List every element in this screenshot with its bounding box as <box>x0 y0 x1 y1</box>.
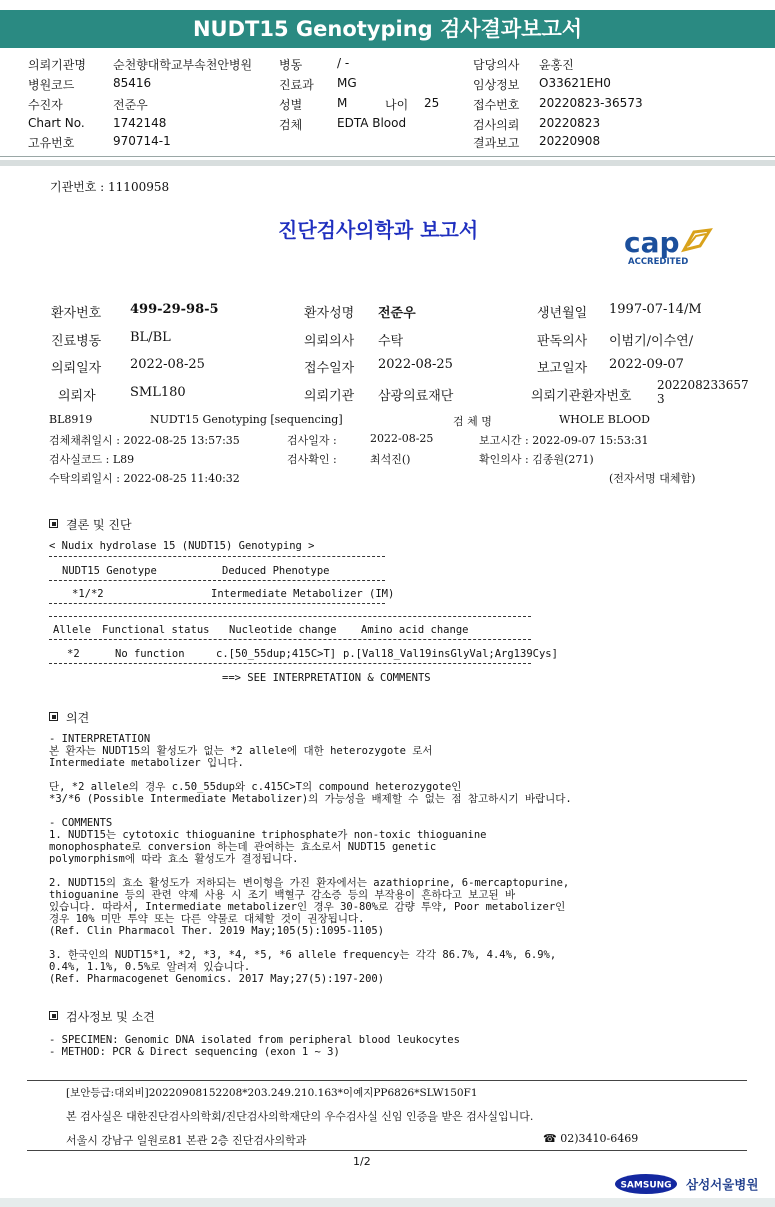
value-patient: 전준우 <box>113 98 148 112</box>
rule <box>49 556 385 557</box>
see-interpretation-note: ==> SEE INTERPRETATION & COMMENTS <box>222 672 431 684</box>
value-ward: / - <box>337 56 350 70</box>
label-receipt-no: 접수번호 <box>473 98 520 112</box>
value-patient-number: 499-29-98-5 <box>130 302 219 317</box>
value-report-date: 2022-09-07 <box>609 357 684 372</box>
label-patient: 수진자 <box>28 98 63 112</box>
label-requesting-institution: 의뢰기관명 <box>28 58 86 72</box>
spacer <box>49 769 572 781</box>
value-specimen-name: WHOLE BLOOD <box>559 413 650 426</box>
report-time: 보고시간 : 2022-09-07 15:53:31 <box>479 434 649 447</box>
opinion-line: *3/*6 (Possible Intermediate Metabolizer)의 가능성을 배제할 수 없는 점 참고하시기 바랍니다. <box>49 793 572 805</box>
col-allele: Allele <box>53 624 91 636</box>
opinion-line: 1. NUDT15는 cytotoxic thioguanine triphosphate가 non-toxic thioguanine <box>49 829 487 841</box>
label-specimen: 검체 <box>279 118 303 132</box>
opinion-line: Intermediate metabolizer 입니다. <box>49 757 244 769</box>
hospital-name: 삼성서울병원 <box>686 1177 759 1192</box>
value-birthdate: 1997-07-14/M <box>609 302 702 317</box>
certification-text: 본 검사실은 대한진단검사의학회/진단검사의학재단의 우수검사실 신임 인증을 받은 검사실입니다. <box>66 1110 534 1123</box>
opinion-line: 있습니다. 따라서, Intermediate metabolizer인 경우 30-80%로 감량 투약, Poor metabolizer인 <box>49 901 566 913</box>
report-title-bar: NUDT15 Genotyping 검사결과보고서 <box>0 10 775 48</box>
opinion-text <box>49 733 572 985</box>
value-age: 25 <box>424 96 440 110</box>
label-institution-patient-no: 의뢰기관환자번호 <box>531 389 632 404</box>
value-allele: *2 <box>67 648 80 660</box>
samsung-logo-text: SAMSUNG <box>620 1180 672 1191</box>
label-receipt-date: 접수일자 <box>304 361 355 376</box>
label-requesting-doctor: 의뢰의사 <box>304 334 355 349</box>
label-test-confirm: 검사확인 : <box>287 453 337 466</box>
value-requesting-institution: 순천향대학교부속천안병원 <box>113 58 253 72</box>
value-test-date: 2022-08-25 <box>370 432 434 445</box>
cap-accredited-logo <box>622 222 722 270</box>
cap-logo-text: cap <box>624 226 680 259</box>
label-age: 나이 <box>385 98 409 112</box>
value-functional-status: No function <box>115 648 185 660</box>
value-test-confirm: 최석진() <box>370 453 411 466</box>
label-test-request: 검사의뢰 <box>473 118 520 132</box>
value-requester: SML180 <box>130 385 186 400</box>
value-test-request: 20220823 <box>539 116 601 130</box>
value-chart-no: 1742148 <box>113 116 167 130</box>
rule <box>49 580 385 581</box>
lab-code: 검사실코드 : L89 <box>49 453 135 466</box>
footer-divider-bottom <box>27 1150 747 1151</box>
label-specimen-name: 검 체 명 <box>453 415 492 428</box>
rule <box>49 616 531 617</box>
report-subtitle: 진단검사의학과 보고서 <box>278 218 479 242</box>
bottom-band <box>0 1198 775 1207</box>
value-doctor: 윤홍진 <box>539 58 574 72</box>
label-result-report: 결과보고 <box>473 136 520 150</box>
value-institution-patient-no-suffix: 3 <box>657 392 665 406</box>
value-patient-name: 전준우 <box>378 306 416 321</box>
spacer <box>49 805 572 817</box>
value-institution-patient-no: 202208233657 <box>657 378 749 392</box>
col-nucleotide-change: Nucleotide change <box>229 624 337 636</box>
institution-number: 기관번호 : 11100958 <box>50 180 170 194</box>
label-sex: 성별 <box>279 98 303 112</box>
opinion-line: - COMMENTS <box>49 817 113 829</box>
opinion-line: (Ref. Pharmacogenet Genomics. 2017 May;27(5):197-200) <box>49 973 385 985</box>
header-shadow <box>0 160 775 166</box>
opinion-line: 경우 10% 미만 투약 또는 다른 약물로 대체할 것이 권장됩니다. <box>49 913 365 925</box>
value-ward-room: BL/BL <box>130 330 171 345</box>
col-amino-acid-change: Amino acid change <box>361 624 469 636</box>
label-clinical-info: 임상정보 <box>473 78 520 92</box>
label-ward-room: 진료병동 <box>51 334 102 349</box>
label-test-date: 검사일자 : <box>287 434 337 447</box>
label-ward: 병동 <box>279 58 303 72</box>
result-section-label: 결론 및 진단 <box>66 518 132 532</box>
col-phenotype: Deduced Phenotype <box>222 565 330 577</box>
opinion-section-title <box>49 709 89 726</box>
label-patient-number: 환자번호 <box>51 306 102 321</box>
opinion-section-label: 의견 <box>66 711 90 725</box>
value-request-institution: 삼광의료재단 <box>378 389 454 404</box>
footer-divider <box>27 1080 747 1081</box>
col-genotype: NUDT15 Genotype <box>62 565 157 577</box>
label-chart-no: Chart No. <box>28 116 85 130</box>
label-request-institution: 의뢰기관 <box>304 389 355 404</box>
cap-logo-sub: ACCREDITED <box>628 257 689 267</box>
opinion-line: 0.4%, 1.1%, 0.5%로 알려져 있습니다. <box>49 961 251 973</box>
opinion-line: 2. NUDT15의 효소 활성도가 저하되는 변이형을 가진 환자에서는 azathioprine, 6-mercaptopurine, <box>49 877 570 889</box>
header-divider <box>0 156 775 157</box>
value-nucleotide-change: c.[50_55dup;415C>T] <box>216 648 337 660</box>
opinion-line: (Ref. Clin Pharmacol Ther. 2019 May;105(5):1095-1105) <box>49 925 385 937</box>
test-info-section-title <box>49 1008 155 1025</box>
test-name: NUDT15 Genotyping [sequencing] <box>150 413 343 426</box>
security-line: [보안등급:대외비]20220908152208*203.249.210.163*이예지PP6826*SLW150F1 <box>66 1087 478 1099</box>
label-unique-no: 고유번호 <box>28 136 75 150</box>
lab-address: 서울시 강남구 일원로81 본관 2층 진단검사의학과 <box>66 1134 307 1147</box>
value-specimen: EDTA Blood <box>337 116 407 130</box>
rule <box>49 639 531 640</box>
value-result-report: 20220908 <box>539 134 601 148</box>
value-clinical-info: O33621EH0 <box>539 76 611 90</box>
value-receipt-no: 20220823-36573 <box>539 96 643 110</box>
confirming-doctor: 확인의사 : 김종원(271) <box>479 453 594 466</box>
value-amino-acid-change: p.[Val18_Val19insGlyVal;Arg139Cys] <box>343 648 558 660</box>
value-genotype: *1/*2 <box>72 588 104 600</box>
test-code: BL8919 <box>49 413 93 426</box>
consignment-request-time: 수탁의뢰일시 : 2022-08-25 11:40:32 <box>49 472 240 485</box>
value-unique-no: 970714-1 <box>113 134 171 148</box>
opinion-line: 본 환자는 NUDT15의 활성도가 없는 *2 allele에 대한 heterozygote 로서 <box>49 745 433 757</box>
value-hospital-code: 85416 <box>113 76 152 90</box>
label-birthdate: 생년월일 <box>537 306 588 321</box>
method-line: - METHOD: PCR & Direct sequencing (exon 1 ~ 3) <box>49 1046 340 1058</box>
opinion-line: 단, *2 allele의 경우 c.50_55dup와 c.415C>T의 compound heterozygote인 <box>49 781 462 793</box>
col-functional-status: Functional status <box>102 624 210 636</box>
lab-phone: ☎ 02)3410-6469 <box>543 1132 639 1145</box>
spacer <box>49 937 572 949</box>
label-hospital-code: 병원코드 <box>28 78 75 92</box>
label-reading-doctor: 판독의사 <box>537 334 588 349</box>
label-request-date: 의뢰일자 <box>51 361 102 376</box>
page-number: 1/2 <box>353 1155 371 1168</box>
result-section-title <box>49 516 132 533</box>
value-request-date: 2022-08-25 <box>130 357 205 372</box>
label-patient-name: 환자성명 <box>304 306 355 321</box>
label-doctor: 담당의사 <box>473 58 520 72</box>
opinion-line: polymorphism에 따라 효소 활성도가 결정됩니다. <box>49 853 299 865</box>
value-reading-doctor: 이범기/이수연/ <box>609 334 694 349</box>
value-phenotype: Intermediate Metabolizer (IM) <box>211 588 395 600</box>
label-department: 진료과 <box>279 78 314 92</box>
e-signature-note: (전자서명 대체함) <box>609 472 696 485</box>
value-receipt-date: 2022-08-25 <box>378 357 453 372</box>
test-info-section-label: 검사정보 및 소견 <box>66 1010 155 1024</box>
spacer <box>49 865 572 877</box>
samsung-logo <box>614 1173 678 1195</box>
value-sex: M <box>337 96 348 110</box>
opinion-line: thioguanine 등의 관련 약제 사용 시 조기 백혈구 감소증 등의 부작용이 흔하다고 보고된 바 <box>49 889 516 901</box>
specimen-line: - SPECIMEN: Genomic DNA isolated from peripheral blood leukocytes <box>49 1034 460 1046</box>
label-report-date: 보고일자 <box>537 361 588 376</box>
result-heading: < Nudix hydrolase 15 (NUDT15) Genotyping > <box>49 540 315 552</box>
rule <box>49 663 531 664</box>
value-department: MG <box>337 76 357 90</box>
label-requester: 의뢰자 <box>58 389 96 404</box>
opinion-line: 3. 한국인의 NUDT15*1, *2, *3, *4, *5, *6 allele frequency는 각각 86.7%, 4.4%, 6.9%, <box>49 949 557 961</box>
sample-collection-time: 검체채취일시 : 2022-08-25 13:57:35 <box>49 434 240 447</box>
opinion-line: monophosphate로 conversion 하는데 관여하는 효소로서 NUDT15 genetic <box>49 841 437 853</box>
opinion-line: - INTERPRETATION <box>49 733 151 745</box>
value-requesting-doctor: 수탁 <box>378 334 404 349</box>
rule <box>49 603 385 604</box>
